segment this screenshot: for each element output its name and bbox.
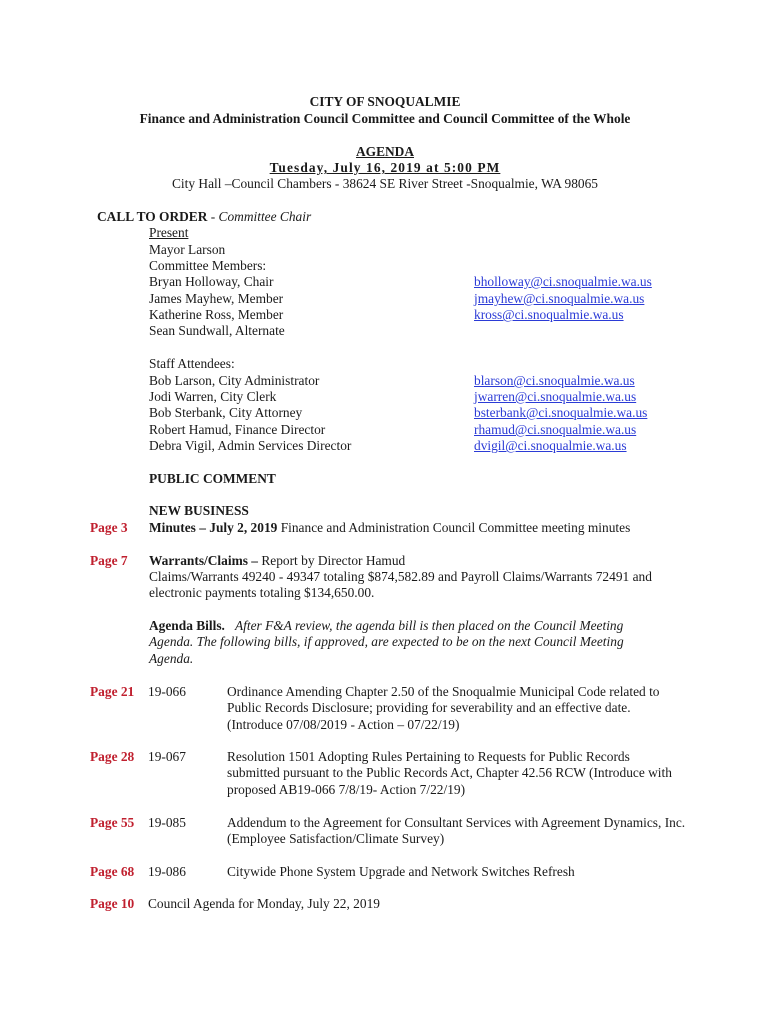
staff-name: Robert Hamud, Finance Director [149,422,326,437]
page-ref-link[interactable]: Page 7 [90,553,128,568]
member-email-link[interactable]: jmayhew@ci.snoqualmie.wa.us [474,291,645,306]
agenda-heading: AGENDA [355,144,415,159]
member-email-link[interactable]: kross@ci.snoqualmie.wa.us [474,307,624,322]
bill-number: 19-066 [148,684,186,699]
staff-email-link[interactable]: rhamud@ci.snoqualmie.wa.us [474,422,637,437]
page-ref-link[interactable]: Page 10 [90,896,135,911]
member-name: Sean Sundwall, Alternate [149,323,285,338]
staff-email-link[interactable]: jwarren@ci.snoqualmie.wa.us [474,389,637,404]
meeting-date: Tuesday, July 16, 2019 at 5:00 PM [269,160,501,175]
member-name: James Mayhew, Member [149,291,284,306]
committee-members-label: Committee Members: [149,258,267,273]
staff-email-link[interactable]: blarson@ci.snoqualmie.wa.us [474,373,635,388]
member-name: Katherine Ross, Member [149,307,284,322]
agenda-bills-intro: Agenda Bills. After F&A review, the agenda bill is then placed on the Council Meeting Agenda. The following bills, if approved, are expected to be on the next Council Meeting Agenda. [149,618,624,666]
bill-description: Resolution 1501 Adopting Rules Pertaining to Requests for Public Records submitted pursuant to the Public Records Act, Chapter 42.56 RCW (Introduce with proposed AB19-066 7/8/19- Action 7/22/19) [227,749,672,797]
new-business-heading: NEW BUSINESS [149,503,249,518]
staff-name: Debra Vigil, Admin Services Director [149,438,352,453]
member-email-link[interactable]: bholloway@ci.snoqualmie.wa.us [474,274,652,289]
page-ref-link[interactable]: Page 55 [90,815,135,830]
bill-number: 19-067 [148,749,186,764]
warrants-detail: Claims/Warrants 49240 - 49347 totaling $874,582.89 and Payroll Claims/Warrants 72491 and electronic payments totaling $134,650.00. [149,569,652,601]
call-to-order: CALL TO ORDER - Committee Chair [97,209,312,224]
page-ref-link[interactable]: Page 21 [90,684,135,699]
member-name: Bryan Holloway, Chair [149,274,274,289]
city-title: CITY OF SNOQUALMIE [309,94,461,109]
bill-description: Citywide Phone System Upgrade and Network Switches Refresh [227,864,575,879]
present-label: Present [149,225,189,240]
council-agenda-item: Council Agenda for Monday, July 22, 2019 [148,896,380,911]
committee-title: Finance and Administration Council Committee and Council Committee of the Whole [139,111,631,126]
warrants-item: Warrants/Claims – Report by Director Hamud [149,553,406,568]
staff-email-link[interactable]: dvigil@ci.snoqualmie.wa.us [474,438,627,453]
bill-number: 19-086 [148,864,186,879]
public-comment-heading: PUBLIC COMMENT [149,471,276,486]
staff-email-link[interactable]: bsterbank@ci.snoqualmie.wa.us [474,405,648,420]
mayor: Mayor Larson [149,242,226,257]
page-ref-link[interactable]: Page 28 [90,749,135,764]
bill-description: Addendum to the Agreement for Consultant Services with Agreement Dynamics, Inc. (Employee Satisfaction/Climate Survey) [227,815,686,847]
staff-name: Jodi Warren, City Clerk [149,389,277,404]
staff-name: Bob Sterbank, City Attorney [149,405,303,420]
bill-description: Ordinance Amending Chapter 2.50 of the Snoqualmie Municipal Code related to Public Records Disclosure; providing for severability and an effective date. (Introduce 07/08/2019 - Action – 07/22/19) [227,684,660,732]
page-ref-link[interactable]: Page 3 [90,520,128,535]
meeting-location: City Hall –Council Chambers - 38624 SE River Street -Snoqualmie, WA 98065 [172,176,598,191]
page-ref-link[interactable]: Page 68 [90,864,135,879]
minutes-item: Minutes – July 2, 2019 Finance and Administration Council Committee meeting minutes [149,520,631,535]
bill-number: 19-085 [148,815,186,830]
staff-name: Bob Larson, City Administrator [149,373,320,388]
staff-attendees-label: Staff Attendees: [149,356,235,371]
